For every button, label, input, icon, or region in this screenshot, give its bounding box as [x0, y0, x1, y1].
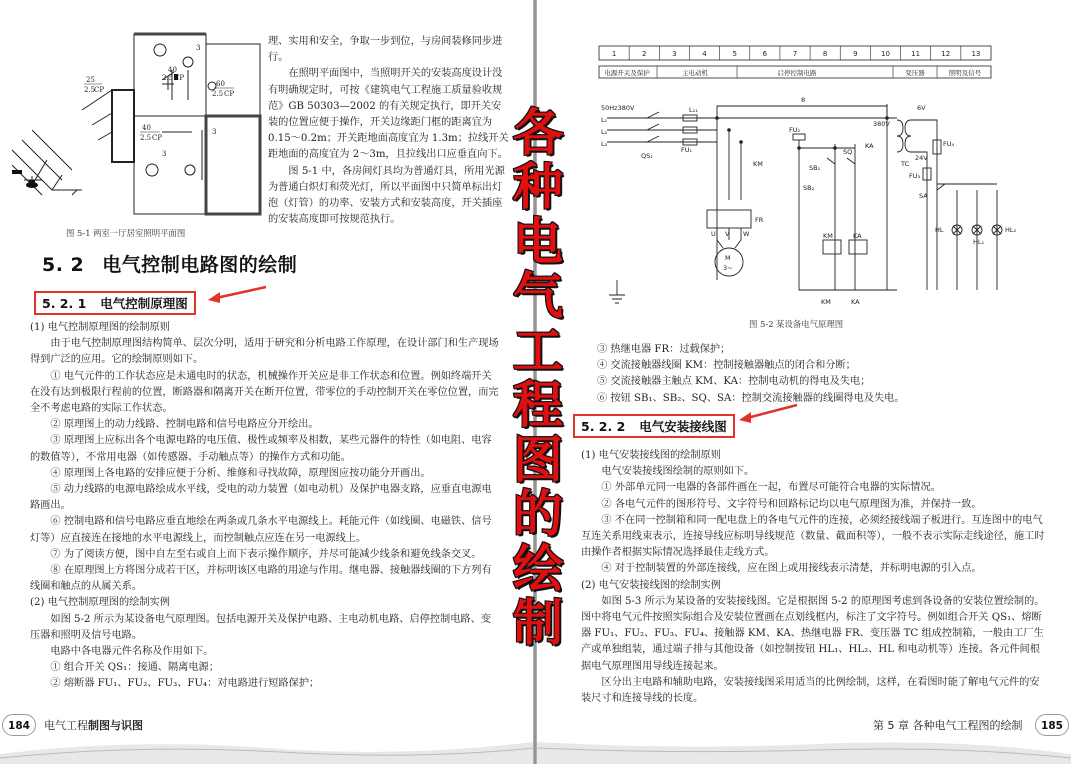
schem-label: TC — [901, 160, 910, 168]
body-paragraph: 如图 5-2 所示为某设备电气原理图。包括电源开关及保护电路、主电动机电路、启停控制电路、变压器和照明及信号电路。 — [30, 613, 491, 641]
section-heading — [42, 250, 297, 277]
body-paragraph: 电路中各电器元件名称及作用如下。 — [50, 646, 214, 658]
zone-label: 电源开关及保护 — [604, 69, 650, 77]
page-number-left: 184 — [2, 714, 36, 736]
body-paragraph: ④ 原理图上各电路的安排应便于分析、维修和寻找故障，原理图应按功能分开画出。 — [50, 467, 431, 479]
column-number: 3 — [672, 50, 677, 58]
column-number: 7 — [792, 50, 798, 58]
zone-label: 主电动机 — [682, 69, 708, 77]
plan-label: 3 — [212, 128, 217, 136]
body-paragraph: ① 电气元件的工作状态应是未通电时的状态，机械操作开关应是非工作状态和位置。例如终端开关在没有达到极限行程前的位置，断路器和隔离开关在断开位置，带零位的手动控制开关在零位位置，而完全不考虑电路的实际工作状态。 — [30, 370, 499, 415]
schem-label: 24V — [915, 154, 928, 162]
schem-label: SQ — [843, 148, 853, 156]
column-number: 9 — [853, 50, 858, 58]
schem-label: SA — [919, 192, 928, 200]
schem-label: FU₁ — [681, 146, 693, 154]
schem-label: W — [743, 230, 750, 238]
schem-label: HL — [935, 226, 944, 234]
overlay-character: 工 — [513, 321, 563, 380]
zone-label: 照明及信号 — [948, 69, 982, 77]
body-paragraph: ⑦ 为了阅读方便，图中自左至右或自上而下表示操作顺序，并尽可能减少线条和避免线条交叉。 — [50, 548, 482, 560]
column-number: 11 — [911, 50, 921, 58]
plan-label: 40 — [142, 124, 151, 132]
intro-text — [268, 34, 510, 228]
schem-label: U — [711, 230, 716, 238]
schem-label: 6V — [917, 104, 926, 112]
footer-prefix: 电气工程 — [44, 719, 88, 732]
overlay-character: 制 — [513, 593, 563, 652]
schem-label: FU₄ — [943, 140, 955, 148]
body-paragraph: (2) 电气控制原理图的绘制实例 — [30, 597, 170, 609]
footer-bold: 制图与识图 — [88, 719, 143, 732]
schem-label: KA — [851, 298, 860, 306]
schem-label: L₁ — [601, 116, 608, 124]
schem-label: FR — [755, 216, 764, 224]
component-item: ④ 交流接触器线圈 KM：控制接触器触点的闭合和分断； — [597, 360, 856, 372]
intro-paragraph: 理、实用和安全，争取一步到位，与房间装修同步进行。 — [268, 36, 503, 64]
footer-chapter: 第 5 章 各种电气工程图的绘制 — [873, 719, 1023, 732]
subsection-title: 电气控制原理图 — [100, 296, 188, 311]
schem-label: SB₂ — [803, 184, 815, 192]
zone-label: 变压器 — [905, 69, 925, 77]
schem-label: 3~ — [723, 264, 733, 272]
schem-label: KA — [853, 232, 862, 240]
body-paragraph: ⑤ 动力线路的电源电路绘成水平线，受电的动力装置（如电动机）及保护电器支路，应垂直电源电路画出。 — [30, 484, 492, 512]
column-number: 2 — [641, 50, 647, 58]
body-paragraph: ③ 不在同一控制箱和同一配电盘上的各电气元件的连接，必须经接线端子板进行。互连图中的电气互连关系用线束表示，连接导线应标明导线规范（数量、截面积等），一般不表示实际走线途径，施工时由操作者根据实际情况选择最佳走线方式。 — [581, 514, 1045, 559]
body-paragraph: (1) 电气安装接线图的绘制原则 — [581, 450, 721, 461]
schem-label: HL₁ — [973, 238, 985, 246]
schem-label: V — [725, 230, 730, 238]
component-item: ⑤ 交流接触器主触点 KM、KA：控制电动机的得电及失电； — [597, 376, 871, 388]
footer-book-title — [44, 717, 143, 733]
schem-label: QS₁ — [641, 152, 653, 160]
section-number: 5. 2 — [42, 254, 85, 276]
overlay-character: 各 — [513, 104, 563, 162]
schem-label: KM — [753, 160, 763, 168]
right-body-text — [581, 448, 1049, 707]
plan-label: 60 — [216, 80, 225, 88]
column-number: 10 — [881, 50, 890, 58]
subsection-number: 5. 2. 1 — [42, 296, 87, 311]
red-arrow-icon — [737, 402, 799, 424]
plan-label: 3 — [196, 44, 201, 52]
body-paragraph: ① 组合开关 QS₁：接通、隔离电源； — [50, 662, 219, 674]
body-paragraph: (2) 电气安装接线图的绘制实例 — [581, 579, 721, 591]
body-paragraph: 由于电气控制原理图结构简单、层次分明，适用于研究和分析电路工作原理，在设计部门和生产现场得到广泛的应用。它的绘制原则如下。 — [30, 338, 499, 366]
body-paragraph: 电气安装接线图绘制的原则如下。 — [601, 466, 755, 478]
overlay-character: 种 — [513, 158, 563, 217]
red-arrow-icon — [206, 284, 268, 304]
plan-label: 2.5 — [162, 74, 174, 82]
zone-label: 启停控制电路 — [777, 69, 817, 77]
component-item: ⑥ 按钮 SB₁、SB₂、SQ、SA：控制交流接触器的线圈得电及失电。 — [597, 392, 905, 404]
intro-paragraph: 图 5-1 中，各房间灯具均为普通灯具，所用光源为普通白炽灯和荧光灯，所以平面图中只简单标出灯泡（灯管）的功率、安装方式和安装高度，开关插座的安装高度即可按规范执行。 — [268, 165, 505, 226]
plan-label: CP — [94, 86, 105, 94]
body-paragraph: ② 各电气元件的图形符号、文字符号和回路标记均以电气原理图为准，并保持一致。 — [601, 498, 982, 510]
column-number: 12 — [941, 50, 951, 58]
schem-label: 8 — [801, 96, 806, 104]
subsection-title: 电气安装接线图 — [639, 419, 727, 434]
plan-label: 2.5 — [212, 90, 224, 98]
schem-label: KM — [823, 232, 833, 240]
column-number: 5 — [732, 50, 737, 58]
component-list — [597, 342, 1057, 407]
overlay-character: 图 — [513, 430, 563, 489]
schem-label: 50Hz380V — [601, 104, 635, 112]
body-paragraph: 区分出主电路和辅助电路，安装接线图采用适当的比例绘制，这样，在看图时能了解电气元件的安装尺寸和连接导线的长度。 — [581, 676, 1040, 705]
plan-label: CP — [174, 74, 185, 82]
section-title: 电气控制电路图的绘制 — [102, 254, 298, 276]
schem-label: FU₂ — [789, 126, 801, 134]
body-paragraph: ② 熔断器 FU₁、FU₂、FU₃、FU₄：对电路进行短路保护； — [50, 678, 320, 690]
column-number: 8 — [822, 50, 828, 58]
subsection-heading-highlight — [573, 414, 735, 438]
subsection-number: 5. 2. 2 — [581, 419, 626, 434]
right-page — [537, 0, 1071, 764]
column-number: 4 — [702, 50, 707, 58]
schem-label: FU₃ — [909, 172, 921, 180]
figure-5-1-caption: 图 5-1 两室一厅居室照明平面图 — [66, 228, 186, 238]
subsection-heading-highlight — [34, 291, 196, 315]
floor-plan-figure — [12, 30, 264, 226]
component-item: ③ 热继电器 FR：过载保护； — [597, 344, 731, 355]
plan-label: 25 — [86, 76, 95, 84]
intro-paragraph: 在照明平面图中，当照明开关的安装高度设计没有明确规定时，可按《建筑电气工程施工质量验收规范》GB 50303—2002 的有关规定执行，即开关安装的位置应便于操作，开关边缘距门框的距离宜为 0.15～0.2m；开关距地面高度宜为 1.3m；拉线开关距地面的高度宜为 2～3m，且拉线出口应垂直向下。 — [268, 68, 509, 161]
schem-label: 380V — [873, 120, 890, 128]
schem-label: L₁₁ — [689, 106, 698, 114]
body-paragraph: ④ 对于控制装置的外部连接线，应在图上或用接线表示清楚，并标明电源的引入点。 — [601, 563, 982, 575]
left-body-text — [30, 320, 500, 693]
body-paragraph: ② 原理图上的动力线路、控制电路和信号电路应分开绘出。 — [50, 419, 319, 431]
overlay-vertical-title — [508, 104, 568, 652]
body-paragraph: ⑥ 控制电路和信号电路应垂直地绘在两条或几条水平电源线上。耗能元件（如线圈、电磁铁、信号灯等）应直接连在接地的水平电源线上，而控制触点应连在另一电源线上。 — [30, 516, 492, 544]
overlay-character: 的 — [513, 485, 563, 544]
overlay-character: 程 — [513, 376, 563, 435]
body-paragraph: 如图 5-3 所示为某设备的安装接线图。它是根据图 5-2 的原理图考虑到各设备的安装位置绘制的。图中将电气元件按照实际组合及安装位置画在点划线框内，标注了文字符号。例如组合开关 QS₁、熔断器 FU₁、FU₂、FU₃、FU₄、接触器 KM、KA、热继电器 FR、变压器 TC 组成控制箱，一般由工厂生产或单独组装，通过端子排与其他设备（如控制按钮 HL₁、HL₂、HL 和电动机等）连接。各元件间根据电气原理图用导线连接起来。 — [581, 595, 1045, 672]
plan-label: CP — [224, 90, 235, 98]
plan-label: 2.5 — [140, 134, 152, 142]
body-paragraph: (1) 电气控制原理图的绘制原则 — [30, 322, 170, 333]
schem-label: HL₂ — [1005, 226, 1017, 234]
overlay-character: 绘 — [513, 539, 563, 598]
schem-label: M — [725, 254, 731, 262]
plan-label: 40 — [168, 66, 177, 74]
plan-label: CP — [152, 134, 163, 142]
column-number: 13 — [971, 50, 981, 58]
left-page — [0, 0, 533, 764]
plan-label: 3 — [162, 150, 167, 158]
figure-5-2-caption: 图 5-2 某设备电气原理图 — [749, 319, 844, 329]
schem-label: KM — [821, 298, 831, 306]
body-paragraph: ③ 原理图上应标出各个电源电路的电压值、极性或频率及相数，某些元器件的特性（如电阻、电容的数值等），不常用电器（如传感器、手动触点等）的操作方式和功能。 — [30, 435, 492, 463]
schem-label: L₂ — [601, 128, 608, 136]
body-paragraph: ⑧ 在原理图上方将图分成若干区，并标明该区电路的用途与作用。继电器、接触器线圈的下方列有线圈和触点的从属关系。 — [30, 565, 492, 593]
body-paragraph: ① 外部单元同一电器的各部件画在一起，布置尽可能符合电器的实际情况。 — [601, 482, 941, 494]
schem-label: SB₁ — [809, 164, 821, 172]
column-number: 6 — [762, 50, 768, 58]
schem-label: L₃ — [601, 140, 608, 148]
overlay-character: 电 — [513, 212, 563, 271]
schematic-figure — [597, 40, 1042, 312]
page-number-right: 185 — [1035, 714, 1069, 736]
overlay-character: 气 — [513, 267, 563, 326]
schem-label: KA — [865, 142, 874, 150]
column-number: 1 — [611, 50, 617, 58]
plan-label: 2.5 — [84, 86, 96, 94]
